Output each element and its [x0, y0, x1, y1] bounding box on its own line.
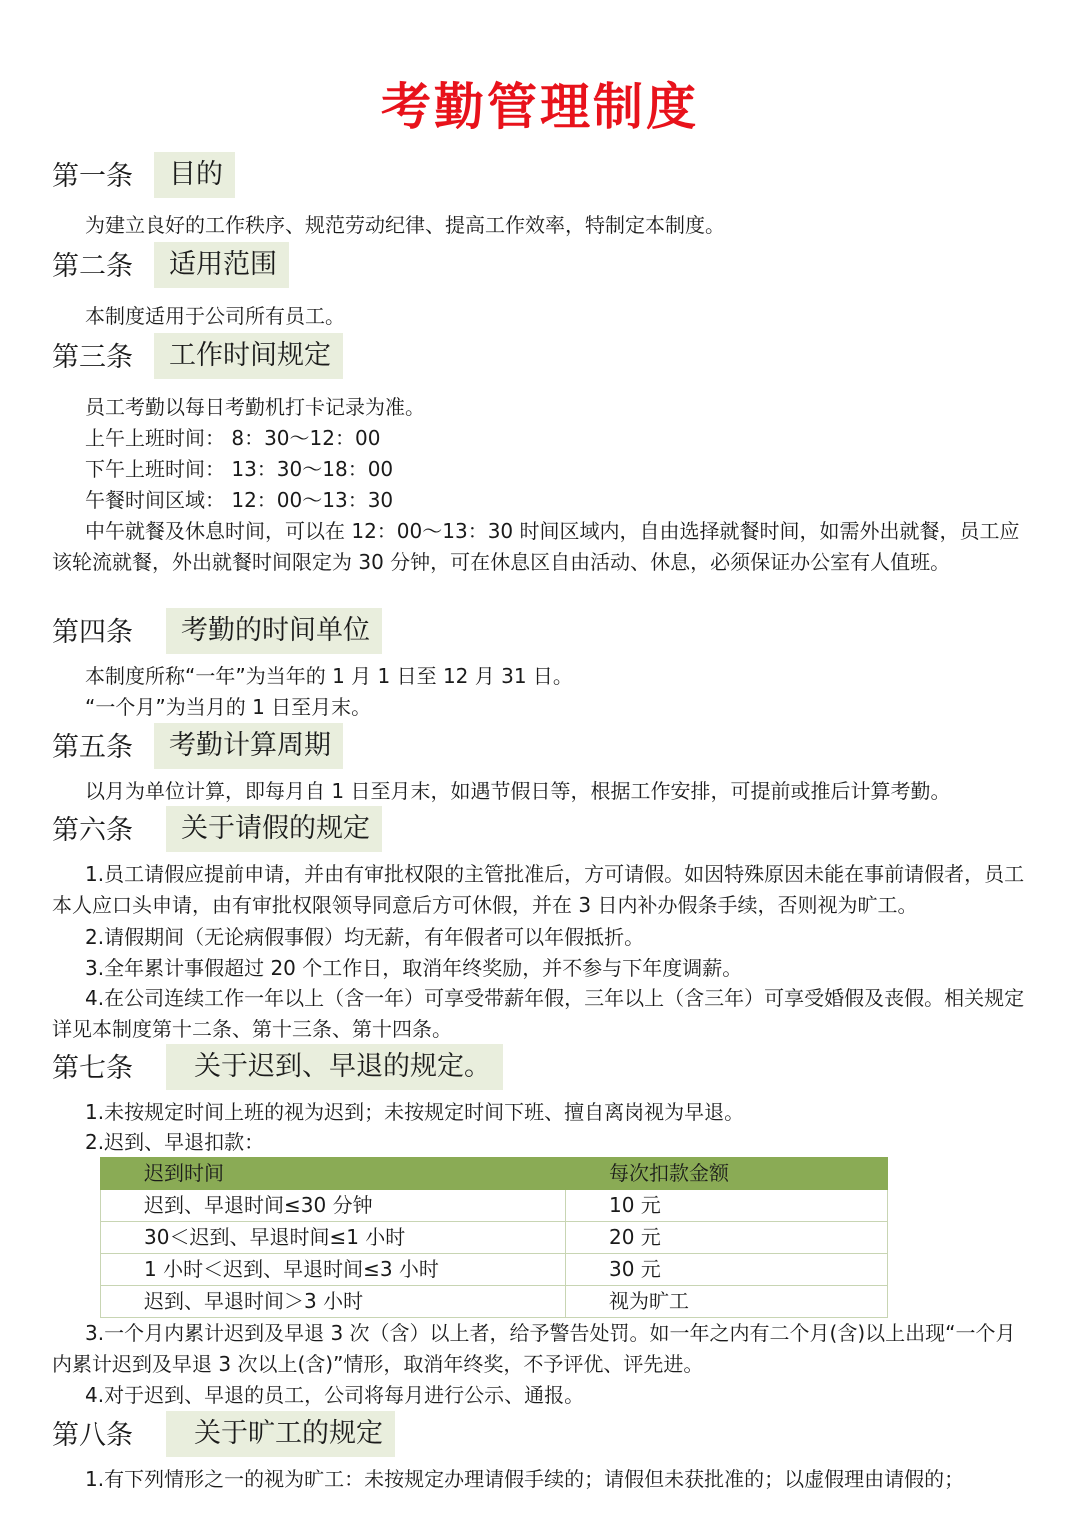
- article-number: 第一条: [52, 161, 133, 192]
- paragraph: 为建立良好的工作秩序、规范劳动纪律、提高工作效率，特制定本制度。: [85, 213, 725, 237]
- paragraph: 本制度所称“一年”为当年的 1 月 1 日至 12 月 31 日。: [85, 664, 573, 688]
- paragraph: 中午就餐及休息时间，可以在 12：00～13：30 时间区域内，自由选择就餐时间，如需外出就餐，员工应该轮流就餐，外出就餐时间限定为 30 分钟，可在休息区自由活动、休息，必须保证办公室有人值班。: [52, 519, 1020, 574]
- paragraph: 1.员工请假应提前申请，并由有审批权限的主管批准后，方可请假。如因特殊原因未能在事前请假者，员工本人应口头申请，由有审批权限领导同意后方可休假，并在 3 日内补办假条手续，否则视为旷工。: [52, 862, 1025, 917]
- article-name: 关于请假的规定: [166, 806, 382, 852]
- article-number: 第八条: [52, 1420, 133, 1451]
- paragraph: 1.未按规定时间上班的视为迟到；未按规定时间下班、擅自离岗视为早退。: [85, 1100, 745, 1124]
- table-cell: 视为旷工: [566, 1286, 888, 1318]
- table-header-row: [101, 1158, 888, 1190]
- article-number: 第五条: [52, 732, 133, 763]
- table-cell: 迟到、早退时间≤30 分钟: [101, 1190, 566, 1222]
- article-name: 工作时间规定: [154, 333, 343, 379]
- paragraph: 下午上班时间： 13：30～18：00: [85, 457, 394, 481]
- paragraph: 2.请假期间（无论病假事假）均无薪，有年假者可以年假抵折。: [85, 925, 645, 949]
- paragraph: 2.迟到、早退扣款：: [85, 1130, 265, 1154]
- article-name: 考勤计算周期: [154, 723, 343, 769]
- article-number: 第四条: [52, 617, 133, 648]
- paragraph: 3.一个月内累计迟到及早退 3 次（含）以上者，给予警告处罚。如一年之内有二个月(含)以上出现“一个月内累计迟到及早退 3 次以上(含)”情形，取消年终奖，不予评优、评先进。: [52, 1321, 1016, 1376]
- paragraph: 午餐时间区域： 12：00～13：30: [85, 488, 394, 512]
- table-cell: 10 元: [566, 1190, 888, 1222]
- paragraph: 4.对于迟到、早退的员工，公司将每月进行公示、通报。: [85, 1383, 585, 1407]
- table-cell: 30＜迟到、早退时间≤1 小时: [101, 1222, 566, 1254]
- paragraph: 4.在公司连续工作一年以上（含一年）可享受带薪年假，三年以上（含三年）可享受婚假及丧假。相关规定详见本制度第十二条、第十三条、第十四条。: [52, 986, 1025, 1041]
- article-number: 第七条: [52, 1053, 133, 1084]
- article-number: 第六条: [52, 815, 133, 846]
- deduction-table: [100, 1157, 888, 1318]
- table-cell: 20 元: [566, 1222, 888, 1254]
- table-row: [101, 1222, 888, 1254]
- article-name: 考勤的时间单位: [166, 608, 382, 654]
- paragraph: 本制度适用于公司所有员工。: [85, 304, 345, 328]
- table-cell: 1 小时＜迟到、早退时间≤3 小时: [101, 1254, 566, 1286]
- paragraph: 1.有下列情形之一的视为旷工：未按规定办理请假手续的；请假但未获批准的；以虚假理由请假的；: [85, 1467, 965, 1491]
- article-name: 关于旷工的规定: [166, 1411, 395, 1457]
- table-row: [101, 1254, 888, 1286]
- article-number: 第二条: [52, 251, 133, 282]
- table-cell: 迟到、早退时间＞3 小时: [101, 1286, 566, 1318]
- article-name: 适用范围: [154, 242, 289, 288]
- table-row: [101, 1190, 888, 1222]
- paragraph: 员工考勤以每日考勤机打卡记录为准。: [85, 395, 425, 419]
- article-number: 第三条: [52, 342, 133, 373]
- paragraph: 上午上班时间： 8：30～12：00: [85, 426, 381, 450]
- column-header: 迟到时间: [101, 1158, 566, 1190]
- paragraph: 3.全年累计事假超过 20 个工作日，取消年终奖励，并不参与下年度调薪。: [85, 956, 743, 980]
- document-title: 考勤管理制度: [381, 78, 699, 136]
- column-header: 每次扣款金额: [566, 1158, 888, 1190]
- article-name: 关于迟到、早退的规定。: [166, 1044, 503, 1090]
- table-cell: 30 元: [566, 1254, 888, 1286]
- article-name: 目的: [154, 152, 235, 198]
- paragraph: 以月为单位计算，即每月自 1 日至月末，如遇节假日等，根据工作安排，可提前或推后计算考勤。: [85, 779, 951, 803]
- table-row: [101, 1286, 888, 1318]
- paragraph: “一个月”为当月的 1 日至月末。: [85, 695, 372, 719]
